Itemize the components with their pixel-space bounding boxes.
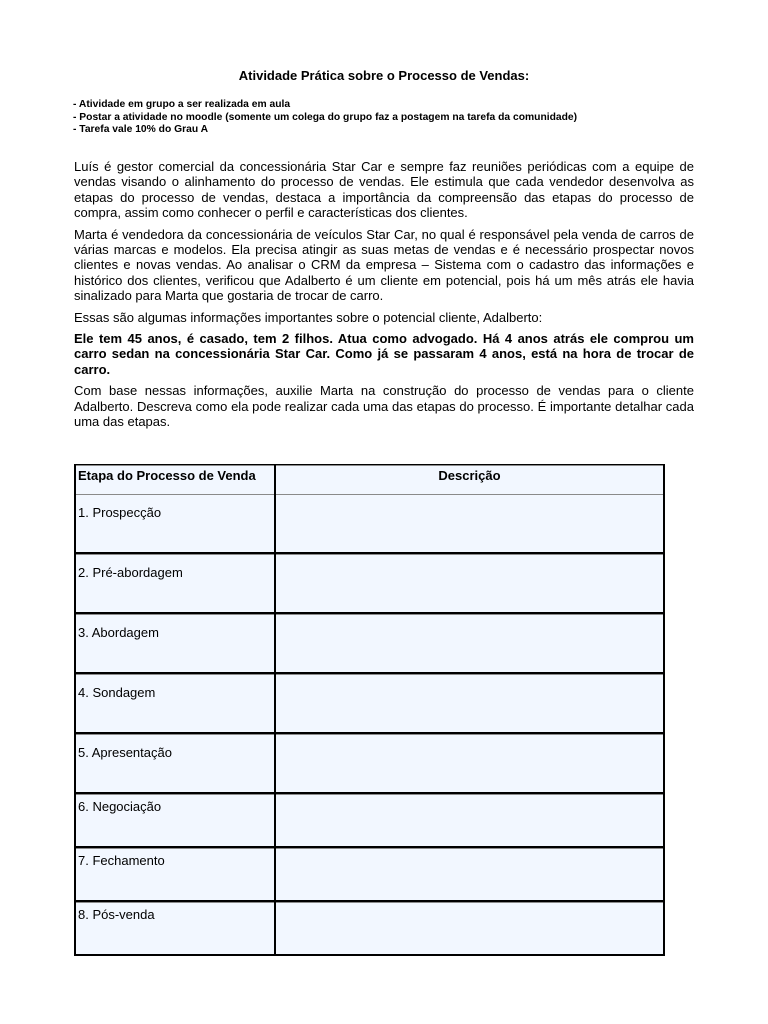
step-cell: 3. Abordagem xyxy=(76,614,276,674)
step-cell: 1. Prospecção xyxy=(76,494,276,554)
description-cell[interactable] xyxy=(276,902,663,954)
table-row xyxy=(76,674,663,734)
paragraph-marta: Marta é vendedora da concessionária de veículos Star Car, no qual é responsável pela venda de carros de várias marcas e modelos. Ela precisa atingir as suas metas de vendas e é necessário prospectar novos clientes e novas vendas. Ao analisar o CRM da empresa – Sistema com o cadastro das informações e histórico dos clientes, verificou que Adalberto é um cliente em potencial, pois há um mês atrás ele havia sinalizado para Marta que gostaria de trocar de carro. xyxy=(74,226,694,304)
table-row xyxy=(76,902,663,954)
instruction-item: - Atividade em grupo a ser realizada em aula xyxy=(73,99,291,110)
step-cell: 4. Sondagem xyxy=(76,674,276,734)
description-cell[interactable] xyxy=(276,848,663,902)
table-row xyxy=(76,494,663,554)
paragraph-context: Luís é gestor comercial da concessionária Star Car e sempre faz reuniões periódicas com a equipe de vendas visando o alinhamento do processo de vendas. Ele estimula que cada vendedor desenvolva as etapas do processo de vendas, destaca a importância da compreensão das etapas do processo de compra, assim como conhecer o perfil e características dos clientes. xyxy=(74,159,694,221)
table-row xyxy=(76,848,663,902)
instruction-item: - Tarefa vale 10% do Grau A xyxy=(73,124,209,135)
step-cell: 2. Pré-abordagem xyxy=(76,554,276,614)
instruction-item: - Postar a atividade no moodle (somente um colega do grupo faz a postagem na tarefa da comunidade) xyxy=(73,111,578,123)
step-cell: 7. Fechamento xyxy=(76,848,276,902)
table-header-row xyxy=(76,465,663,494)
table-row xyxy=(76,554,663,614)
description-cell[interactable] xyxy=(276,554,663,614)
description-cell[interactable] xyxy=(276,674,663,734)
document-title: Atividade Prática sobre o Processo de Vendas: xyxy=(238,68,530,83)
case-description xyxy=(74,159,694,436)
table-row xyxy=(76,794,663,848)
description-cell[interactable] xyxy=(276,494,663,554)
description-cell[interactable] xyxy=(276,614,663,674)
step-cell: 5. Apresentação xyxy=(76,734,276,794)
description-cell[interactable] xyxy=(276,794,663,848)
paragraph-client-profile: Ele tem 45 anos, é casado, tem 2 filhos. Atua como advogado. Há 4 anos atrás ele comprou um carro sedan na concessionária Star Car. Como já se passaram 4 anos, está na hora de trocar de carro. xyxy=(74,331,694,377)
step-cell: 6. Negociação xyxy=(76,794,276,848)
sales-process-table xyxy=(74,464,665,956)
table-row xyxy=(76,734,663,794)
header-step: Etapa do Processo de Venda xyxy=(76,465,276,494)
description-cell[interactable] xyxy=(276,734,663,794)
instructions-list xyxy=(73,99,713,137)
step-cell: 8. Pós-venda xyxy=(76,902,276,954)
paragraph-intro-client: Essas são algumas informações importantes sobre o potencial cliente, Adalberto: xyxy=(74,309,543,325)
header-description: Descrição xyxy=(276,465,663,494)
paragraph-task: Com base nessas informações, auxilie Marta na construção do processo de vendas para o cliente Adalberto. Descreva como ela pode realizar cada uma das etapas do processo. É importante detalhar cada uma das etapas. xyxy=(74,383,694,430)
table-row xyxy=(76,614,663,674)
